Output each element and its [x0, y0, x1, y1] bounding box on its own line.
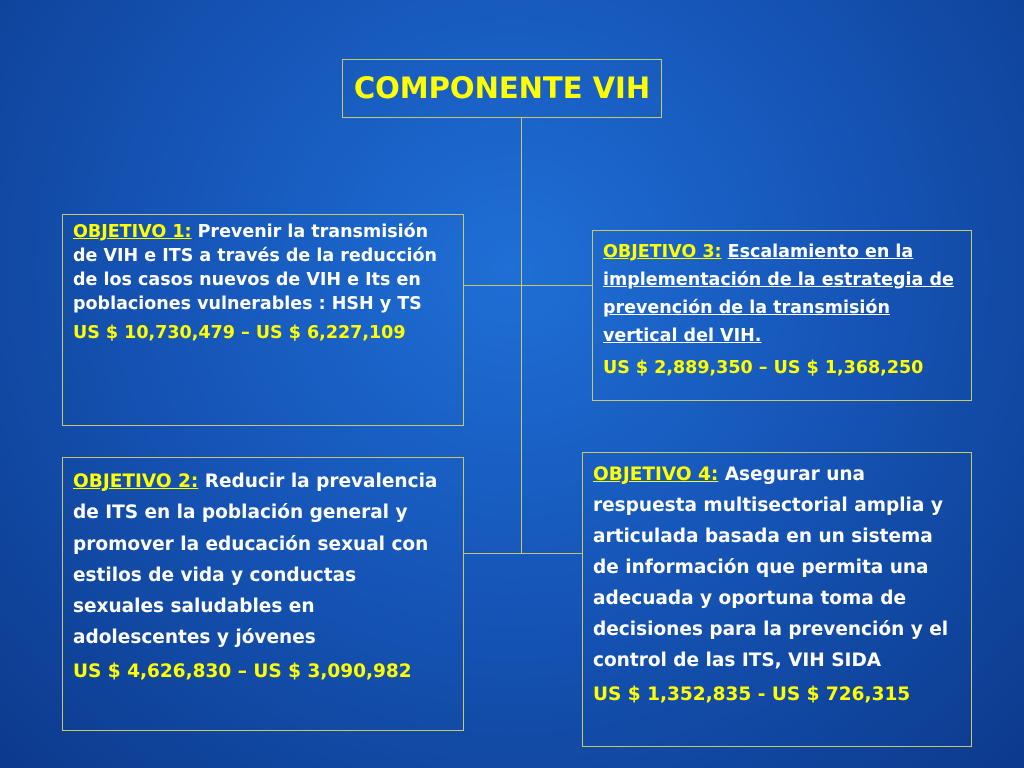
objective-3-box [592, 230, 972, 401]
objective-4-text: Asegurar una respuesta multisectorial amplia y articulada basada en un sistema de información que permita una adecuada y oportuna toma de decisiones para la prevención y el control de las ITS, VIH SIDA [593, 464, 949, 672]
connector-obj2 [464, 553, 521, 554]
objective-4-amount: US $ 1,352,835 - US $ 726,315 [593, 683, 911, 705]
component-title: COMPONENTE VIH [342, 59, 662, 118]
objective-1-box [62, 214, 464, 426]
objective-1-amount: US $ 10,730,479 – US $ 6,227,109 [73, 322, 406, 343]
objective-1-text: Prevenir la transmisión de VIH e ITS a través de la reducción de los casos nuevos de VIH e Its en poblaciones vulnerables : HSH y TS [73, 222, 437, 314]
objective-4-box [582, 452, 972, 747]
connector-obj1 [464, 285, 521, 286]
objective-4-label: OBJETIVO 4: [593, 464, 719, 485]
objective-3-amount: US $ 2,889,350 – US $ 1,368,250 [603, 358, 924, 378]
connector-obj3 [521, 285, 592, 286]
objective-2-text: Reducir la prevalencia de ITS en la población general y promover la educación sexual con estilos de vida y conductas sexuales saludables en adolescentes y jóvenes [73, 471, 438, 649]
objective-3-label: OBJETIVO 3: [603, 242, 722, 262]
objective-2-label: OBJETIVO 2: [73, 471, 199, 492]
objective-2-amount: US $ 4,626,830 – US $ 3,090,982 [73, 660, 412, 682]
connector-obj4 [521, 553, 582, 554]
objective-3-text: Escalamiento en la implementación de la estrategia de prevención de la transmisión vertical del VIH. [603, 242, 954, 346]
connector-trunk [521, 118, 522, 554]
objective-1-label: OBJETIVO 1: [73, 222, 192, 242]
objective-2-box [62, 457, 464, 731]
